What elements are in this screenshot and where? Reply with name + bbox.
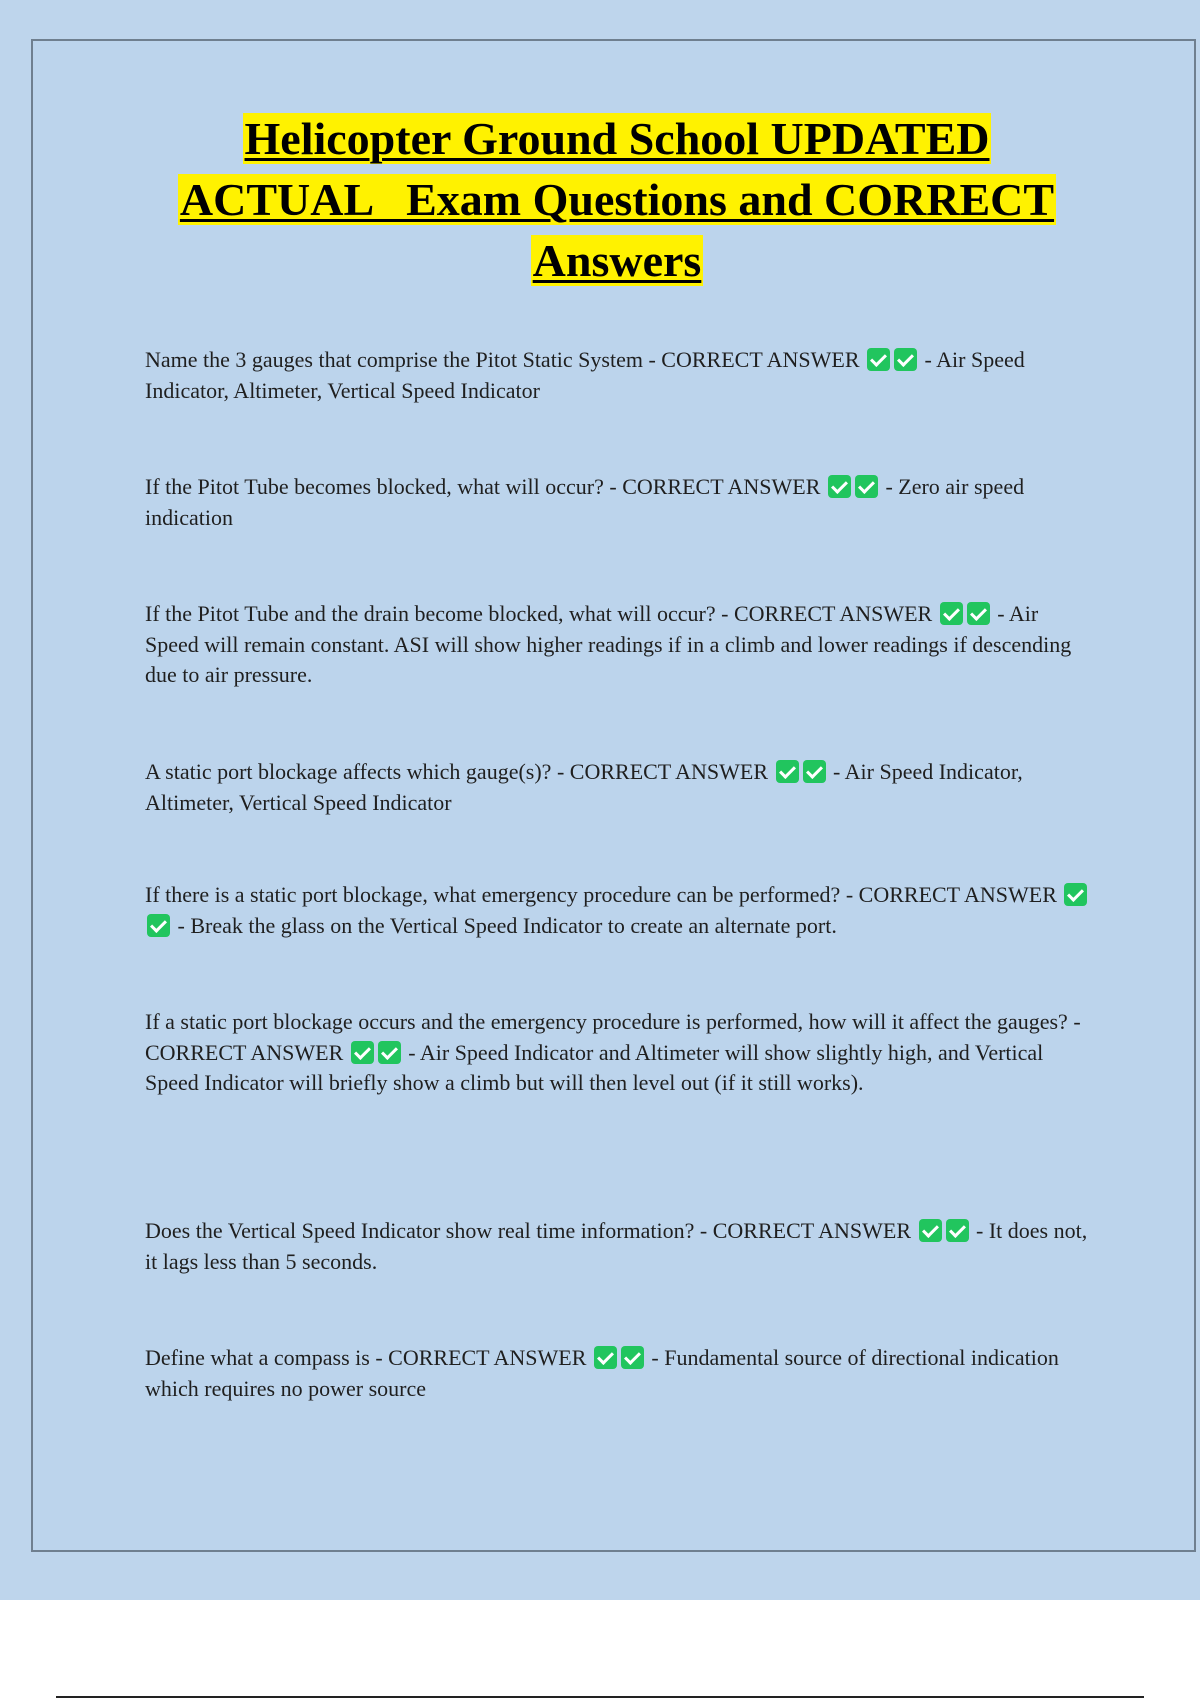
green-checkmark-icon — [919, 1219, 942, 1242]
green-checkmark-icon — [967, 602, 990, 625]
title-line: ACTUAL Exam Questions and CORRECT — [179, 174, 1055, 225]
question-text: Does the Vertical Speed Indicator show real time information? - — [145, 1218, 713, 1243]
qa-item — [145, 599, 1095, 691]
green-checkmark-icon — [1064, 883, 1087, 906]
green-checkmark-icon — [940, 602, 963, 625]
question-text: If there is a static port blockage, what emergency procedure can be performed? - — [145, 882, 859, 907]
qa-item — [145, 1216, 1095, 1277]
answer-marker: CORRECT ANSWER — [388, 1345, 587, 1370]
qa-item — [145, 472, 1095, 533]
green-checkmark-icon — [855, 475, 878, 498]
question-text: If the Pitot Tube and the drain become blocked, what will occur? - — [145, 601, 734, 626]
green-checkmark-icon — [351, 1041, 374, 1064]
footer-divider — [56, 1696, 1144, 1698]
green-checkmark-icon — [867, 348, 890, 371]
answer-text: - Air Speed Indicator and Altimeter will show slightly high, and Vertical Speed Indicator will briefly show a climb but will then level out (if it still works). — [145, 1039, 1044, 1095]
answer-text: - Zero air speed indication — [145, 474, 1025, 530]
answer-marker: CORRECT ANSWER — [858, 882, 1057, 907]
answer-text: - Air Speed Indicator, Altimeter, Vertical Speed Indicator — [145, 759, 1023, 815]
green-checkmark-icon — [946, 1219, 969, 1242]
green-checkmark-icon — [378, 1041, 401, 1064]
answer-text: - Air Speed will remain constant. ASI will show higher readings if in a climb and lower readings if descending due to air pressure. — [145, 601, 1072, 687]
green-checkmark-icon — [803, 760, 826, 783]
green-checkmark-icon — [894, 348, 917, 371]
question-text: A static port blockage affects which gauge(s)? - — [145, 759, 570, 784]
question-text: If the Pitot Tube becomes blocked, what will occur? - — [145, 474, 623, 499]
answer-marker: CORRECT ANSWER — [661, 347, 860, 372]
qa-item — [145, 880, 1095, 941]
green-checkmark-icon — [828, 475, 851, 498]
answer-text: - It does not, it lags less than 5 seconds. — [145, 1218, 1088, 1274]
title-line: Answers — [532, 235, 702, 286]
question-text: Name the 3 gauges that comprise the Pitot Static System - — [145, 347, 662, 372]
answer-text: - Air Speed Indicator, Altimeter, Vertical Speed Indicator — [145, 347, 1025, 403]
qa-item — [145, 345, 1095, 406]
answer-text: - Fundamental source of directional indication which requires no power source — [145, 1345, 1059, 1401]
answer-marker: CORRECT ANSWER — [712, 1218, 911, 1243]
document-title — [110, 108, 1124, 291]
answer-text: - Break the glass on the Vertical Speed Indicator to create an alternate port. — [177, 912, 837, 938]
answer-marker: CORRECT ANSWER — [569, 759, 769, 784]
qa-item — [145, 1007, 1095, 1099]
green-checkmark-icon — [776, 760, 799, 783]
question-text: Define what a compass is - — [145, 1345, 389, 1370]
answer-marker: CORRECT ANSWER — [145, 1039, 344, 1065]
question-text: If a static port blockage occurs and the emergency procedure is performed, how will it affect the gauges? - — [145, 1009, 1081, 1034]
answer-marker: CORRECT ANSWER — [622, 474, 821, 499]
qa-item — [145, 1343, 1095, 1404]
green-checkmark-icon — [147, 914, 170, 937]
answer-marker: CORRECT ANSWER — [733, 601, 933, 626]
title-line: Helicopter Ground School UPDATED — [244, 113, 990, 164]
green-checkmark-icon — [594, 1346, 617, 1369]
green-checkmark-icon — [621, 1346, 644, 1369]
qa-item — [145, 757, 1095, 818]
